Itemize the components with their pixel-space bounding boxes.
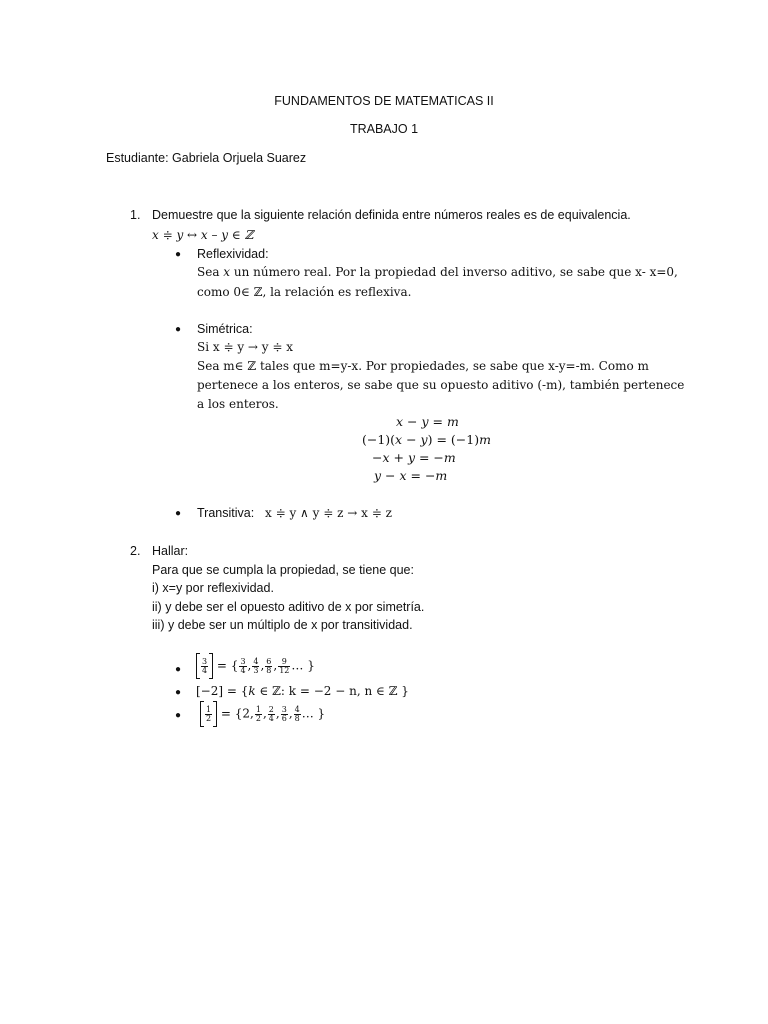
symmetric-title: Simétrica: — [197, 322, 253, 336]
question-1-statement: Demuestre que la siguiente relación definida entre números reales es de equivalencia. — [152, 208, 631, 222]
symmetric-equation-2: (−1)(𝑥 − 𝑦) = (−1)𝑚 — [362, 432, 491, 447]
bullet-set-2: ● — [175, 687, 182, 698]
question-2-title: Hallar: — [152, 544, 189, 558]
reflexive-line-1: Sea 𝑥 un número real. Por la propiedad del inverso aditivo, se sabe que x- x=0, — [197, 265, 678, 279]
bullet-reflexive: ● — [175, 249, 182, 260]
question-1-number: 1. — [130, 208, 141, 222]
work-title: TRABAJO 1 — [349, 122, 419, 136]
bullet-symmetric: ● — [175, 324, 182, 335]
symmetric-line-1: Si x ≑ y → y ≑ x — [197, 340, 294, 354]
question-2-line-3: ii) y debe ser el opuesto aditivo de x por simetría. — [152, 600, 425, 614]
symmetric-line-3: pertenece a los enteros, se sabe que su opuesto aditivo (-m), también pertenece — [197, 378, 685, 392]
question-2-line-2: i) x=y por reflexividad. — [152, 581, 274, 595]
bullet-set-3: ● — [175, 710, 182, 721]
bullet-set-1: ● — [175, 664, 182, 675]
symmetric-equation-3: −𝑥 + 𝑦 = −𝑚 — [372, 450, 456, 465]
symmetric-line-4: a los enteros. — [197, 397, 279, 411]
equivalence-class-1-2: $\frac{1}{2}$ = {2, $\frac{1}{2}$ , $\frac{2}{4}$ , $\frac{3}{6}$ , $\frac{4}{8}$ … } — [200, 701, 325, 727]
reflexive-title: Reflexividad: — [197, 247, 269, 261]
transitive-title: Transitiva: — [197, 506, 255, 520]
question-2-line-1: Para que se cumpla la propiedad, se tiene que: — [152, 563, 414, 577]
question-2-line-4: iii) y debe ser un múltiplo de x por transitividad. — [152, 618, 413, 632]
equivalence-class-minus-2: [−2] = {𝑘 ∈ ℤ: k = −2 − n, n ∈ ℤ } — [196, 684, 409, 698]
equivalence-class-3-4: $\frac{3}{4}$ = { $\frac{3}{4}$ , $\frac{4}{3}$ , $\frac{6}{8}$ , $\frac{9}{12}$ … } — [196, 653, 315, 679]
transitive-expression: x ≑ y ∧ y ≑ z → x ≑ z — [265, 506, 392, 520]
symmetric-equation-1: 𝑥 − 𝑦 = 𝑚 — [396, 414, 459, 429]
bullet-transitive: ● — [175, 508, 182, 519]
symmetric-equation-4: 𝑦 − 𝑥 = −𝑚 — [374, 468, 448, 483]
student-line: Estudiante: Gabriela Orjuela Suarez — [106, 151, 307, 165]
question-2-number: 2. — [130, 544, 141, 558]
reflexive-line-2: como 0∈ ℤ, la relación es reflexiva. — [197, 285, 412, 299]
class-fraction: $\frac{3}{4}$ — [202, 656, 208, 675]
relation-definition: x ≑ y ↔ x – y ∈ ℤ — [152, 228, 254, 242]
course-title: FUNDAMENTOS DE MATEMATICAS II — [274, 94, 494, 108]
symmetric-line-2: Sea m∈ ℤ tales que m=y-x. Por propiedades, se sabe que x-y=-m. Como m — [197, 359, 649, 373]
